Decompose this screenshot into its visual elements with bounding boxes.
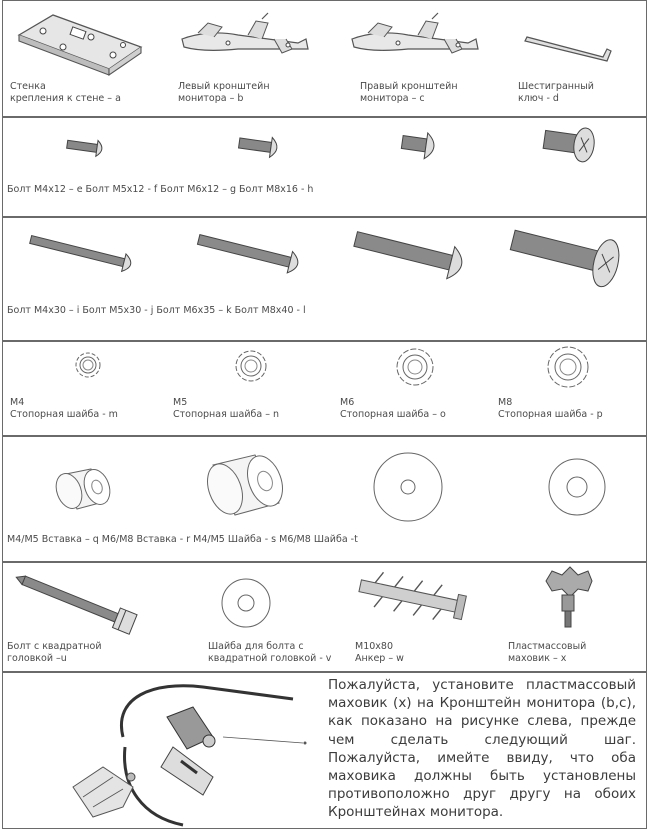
hex-key-label: Шестигранный ключ - d [518, 81, 594, 104]
wall-plate-image [13, 7, 145, 77]
lock-washer-m4-label: M4 Стопорная шайба - m [10, 397, 118, 420]
row-spacers-washers [2, 436, 647, 562]
bolt-m5x30-image [193, 226, 313, 280]
bolt-m4x30-image [25, 228, 145, 278]
bolt-m8x16-image [538, 122, 602, 166]
lock-washer-m6-label: M6 Стопорная шайба – o [340, 397, 446, 420]
left-bracket-image [178, 9, 313, 69]
row-knob-instruction [2, 672, 647, 829]
wall-anchor-image [353, 567, 473, 627]
bolt-m6x12-image [396, 128, 444, 162]
row-anchor-set [2, 562, 647, 672]
row-mounting-parts [2, 0, 647, 117]
lock-washer-m5-image [231, 346, 271, 386]
lock-washer-m4-image [71, 348, 105, 382]
lock-washer-m6-image [392, 344, 438, 390]
washer-m6m8-image [543, 453, 611, 521]
plastic-knob-image [538, 563, 598, 633]
long-bolts-caption: Болт M4x30 – i Болт M5x30 - j Болт M6x35 – k Болт M8x40 - l [7, 305, 306, 316]
hex-key-image [523, 27, 623, 67]
row-long-bolts [2, 217, 647, 341]
bolt-m5x12-image [235, 132, 287, 160]
spacers-washers-caption: M4/M5 Вставка – q M6/M8 Вставка - r M4/M5 Шайба - s M6/M8 Шайба -t [7, 534, 358, 545]
bolt-m4x12-image [63, 134, 111, 160]
lock-washer-m8-image [543, 342, 593, 392]
washer-m4m5-image [368, 447, 448, 527]
short-bolts-caption: Болт M4x12 – e Болт M5x12 - f Болт M6x12 – g Болт M8x16 - h [7, 184, 314, 195]
spacer-m4m5-image [51, 461, 117, 521]
bolt-m8x40-image [505, 218, 635, 290]
wall-plate-label: Стенка крепления к стене – a [10, 81, 121, 104]
row-short-bolts [2, 117, 647, 217]
row-lock-washers [2, 341, 647, 436]
plastic-knob-label: Пластмассовый маховик – x [508, 641, 587, 664]
parts-sheet [2, 0, 649, 829]
right-bracket-label: Правый кронштейн монитора – c [360, 81, 458, 104]
bolt-m6x35-image [348, 220, 483, 286]
lock-washer-m8-label: M8 Стопорная шайба - p [498, 397, 603, 420]
knob-instruction-text: Пожалуйста, установите пластмассовый маховик (x) на Кронштейн монитора (b,c), как показано на рисунке слева, прежде чем сделать следующий шаг. Пожалуйста, имейте ввиду, что оба маховика должны быть установлены противоположно друг другу на обоих Кронштейнах монитора. [328, 677, 636, 821]
lock-washer-m5-label: M5 Стопорная шайба – n [173, 397, 279, 420]
knob-installation-illustration [63, 677, 323, 827]
spacer-m6m8-image [203, 447, 289, 531]
lag-washer-image [218, 575, 274, 631]
lag-bolt-image [11, 569, 151, 639]
lag-washer-label: Шайба для болта с квадратной головкой - v [208, 641, 332, 664]
left-bracket-label: Левый кронштейн монитора – b [178, 81, 270, 104]
lag-bolt-label: Болт с квадратной головкой –u [7, 641, 102, 664]
right-bracket-image [348, 9, 483, 69]
wall-anchor-label: M10x80 Анкер – w [355, 641, 404, 664]
